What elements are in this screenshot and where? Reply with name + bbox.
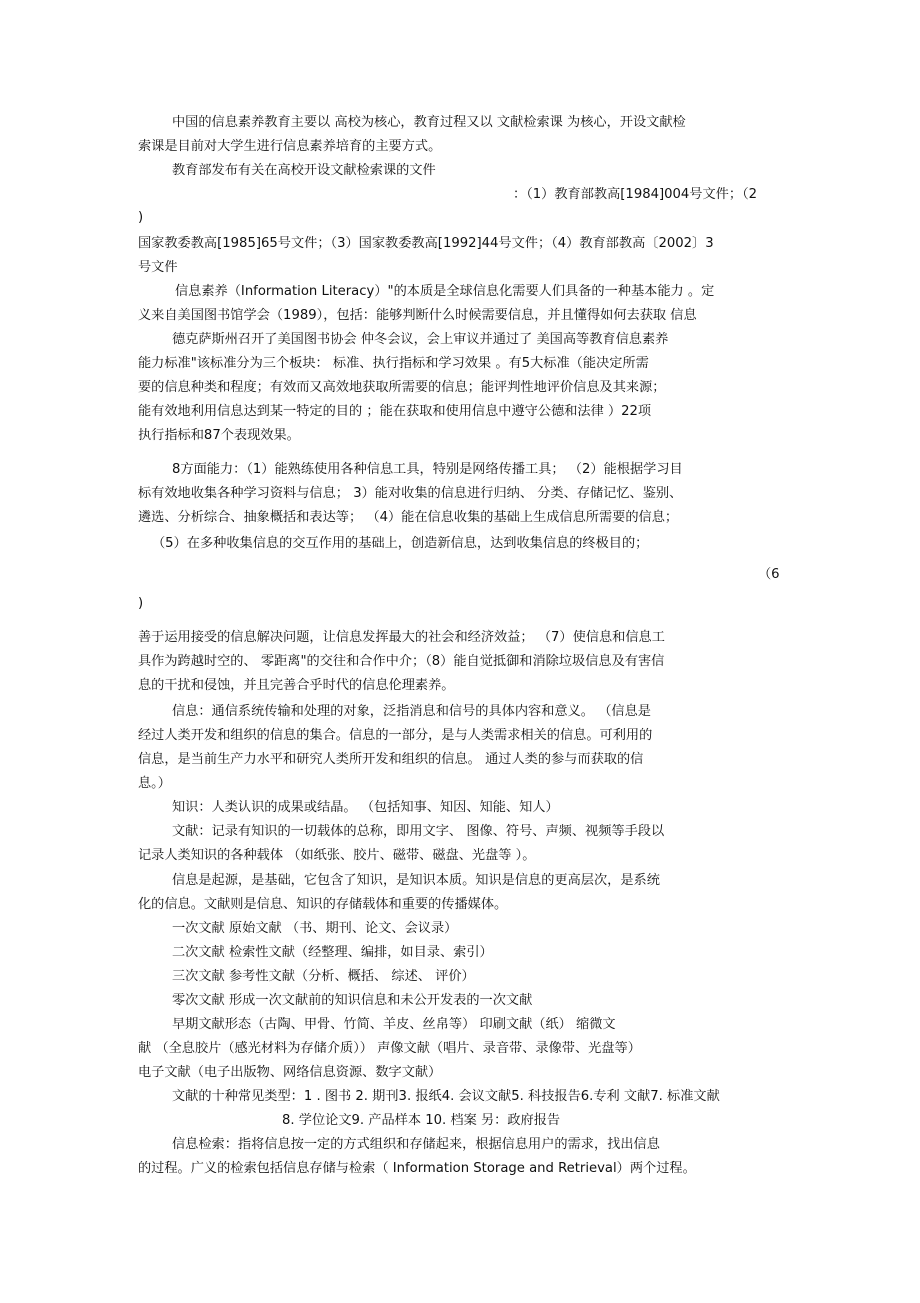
text-line: 索课是目前对大学生进行信息素养培育的主要方式。 [138, 139, 442, 154]
text-line: 记录人类知识的各种载体 （如纸张、胶片、磁带、磁盘、光盘等 ）。 [138, 848, 536, 863]
text-line: 标有效地收集各种学习资料与信息； 3）能对收集的信息进行归纳、 分类、存储记忆、鉴别、 [138, 486, 683, 501]
text-line: ) [138, 596, 144, 611]
text-line: 中国的信息素养教育主要以 高校为核心，教育过程又以 文献检索课 为核心，开设文献检 [172, 115, 686, 130]
text-line: 息的干扰和侵蚀，并且完善合乎时代的信息伦理素养。 [138, 678, 455, 693]
text-line: 知识：人类认识的成果或结晶。 （包括知事、知因、知能、知人） [172, 800, 559, 815]
text-line: 的过程。广义的检索包括信息存储与检索（ Information Storage and Retrieval）两个过程。 [138, 1161, 696, 1176]
text-line: 信息，是当前生产力水平和研究人类所开发和组织的信息。 通过人类的参与而获取的信 [138, 752, 644, 767]
text-line: 早期文献形态（古陶、甲骨、竹简、羊皮、丝帛等） 印刷文献（纸） 缩微文 [172, 1017, 616, 1032]
text-line: 遴选、分析综合、抽象概括和表达等； （4）能在信息收集的基础上生成信息所需要的信息； [138, 510, 679, 525]
text-line: 能有效地利用信息达到某一特定的目的 ；能在获取和使用信息中遵守公德和法律 ）22项 [138, 404, 652, 419]
text-line: 信息是起源，是基础，它包含了知识，是知识本质。知识是信息的更高层次，是系统 [172, 873, 660, 888]
text-line: 义来自美国图书馆学会（1989），包括：能够判断什么时候需要信息，并且懂得如何去获取 信息 [138, 308, 697, 323]
text-line: 献 （全息胶片（感光材料为存储介质）） 声像文献（唱片、录音带、录像带、光盘等） [138, 1041, 641, 1056]
text-line: 电子文献（电子出版物、网络信息资源、数字文献） [138, 1065, 442, 1080]
text-line: 8方面能力：（1）能熟练使用各种信息工具，特别是网络传播工具； （2）能根据学习目 [172, 462, 683, 477]
text-line: 具作为跨越时空的、 零距离"的交往和合作中介；（8）能自觉抵御和消除垃圾信息及有害信 [138, 654, 665, 669]
text-line: 德克萨斯州召开了美国图书协会 仲冬会议，会上审议并通过了 美国高等教育信息素养 [172, 332, 669, 347]
text-line: 化的信息。文献则是信息、知识的存储载体和重要的传播媒体。 [138, 897, 508, 912]
text-line: 一次文献 原始文献 （书、期刊、论文、会议录） [172, 921, 458, 936]
text-line: 文献：记录有知识的一切载体的总称，即用文字、 图像、符号、声频、视频等手段以 [172, 824, 665, 839]
text-line: 经过人类开发和组织的信息的集合。信息的一部分，是与人类需求相关的信息。可利用的 [138, 728, 653, 743]
text-line: 国家教委教高[1985]65号文件；（3）国家教委教高[1992]44号文件；（4）教育部教高〔2002〕3 [138, 236, 714, 251]
text-line: ) [138, 210, 144, 225]
text-line: 教育部发布有关在高校开设文献检索课的文件 [172, 163, 436, 178]
text-line: 信息检索：指将信息按一定的方式组织和存储起来，根据信息用户的需求，找出信息 [172, 1137, 660, 1152]
text-line: 二次文献 检索性文献（经整理、编排，如目录、索引） [172, 945, 493, 960]
text-line: 能力标准"该标准分为三个板块： 标准、执行指标和学习效果 。有5大标准（能决定所需 [138, 356, 649, 371]
text-line: 三次文献 参考性文献（分析、概括、 综述、 评价） [172, 969, 475, 984]
text-line: 执行指标和87个表现效果。 [138, 428, 300, 443]
text-line: 息。） [138, 776, 171, 791]
text-line: 要的信息种类和程度；有效而又高效地获取所需要的信息；能评判性地评价信息及其来源； [138, 380, 666, 395]
text-line: （6 [758, 567, 780, 582]
text-line: 文献的十种常见类型：1 . 图书 2. 期刊3. 报纸4. 会议文献5. 科技报告6.专利 文献7. 标准文献 [172, 1089, 720, 1104]
text-line: 8. 学位论文9. 产品样本 10. 档案 另：政府报告 [282, 1113, 561, 1128]
text-line: 零次文献 形成一次文献前的知识信息和未公开发表的一次文献 [172, 993, 533, 1008]
text-line: ：（1）教育部教高[1984]004号文件；（2 [513, 187, 758, 202]
text-line: 信息素养（Information Literacy）"的本质是全球信息化需要人们具备的一种基本能力 。定 [175, 284, 715, 299]
text-line: 号文件 [138, 260, 178, 275]
text-line: 信息：通信系统传输和处理的对象，泛指消息和信号的具体内容和意义。 （信息是 [172, 704, 651, 719]
text-line: （5）在多种收集信息的交互作用的基础上，创造新信息，达到收集信息的终极目的； [152, 536, 649, 551]
text-line: 善于运用接受的信息解决问题，让信息发挥最大的社会和经济效益； （7）使信息和信息工 [138, 630, 665, 645]
